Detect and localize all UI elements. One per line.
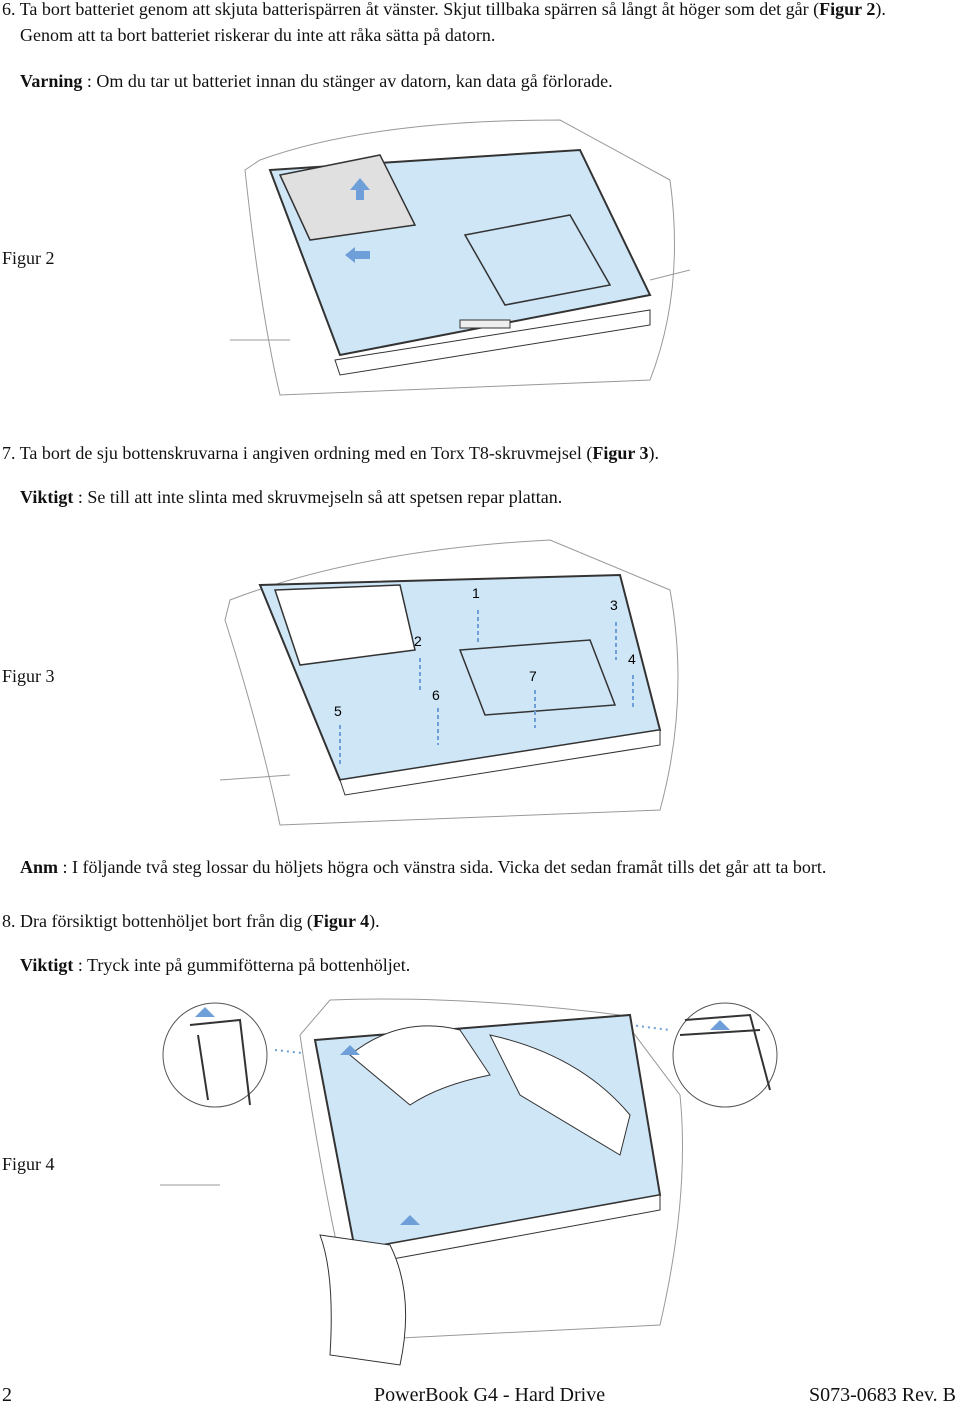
step6-line2: Genom att ta bort batteriet riskerar du inte att råka sätta på datorn. xyxy=(20,25,496,45)
figure-ref: Figur 2 xyxy=(819,0,876,19)
figure4-illustration xyxy=(160,995,790,1375)
figure-ref: Figur 3 xyxy=(592,443,649,463)
figure2-illustration xyxy=(230,110,690,400)
important-label: Viktigt xyxy=(20,487,74,507)
page-number: 2 xyxy=(2,1384,12,1406)
step7-important: Viktigt : Se till att inte slinta med skruvmejseln så att spetsen repar plattan. xyxy=(20,487,563,507)
warning-label: Varning xyxy=(20,71,83,91)
step6-line1: 6. Ta bort batteriet genom att skjuta batterispärren åt vänster. Skjut tillbaka spärren så långt åt höger som det går (Figur 2). xyxy=(2,0,886,19)
warning: Varning : Om du tar ut batteriet innan du stänger av datorn, kan data gå förlorade. xyxy=(20,71,613,91)
figure3-illustration xyxy=(220,530,700,830)
note-label: Anm xyxy=(20,857,59,877)
figure4-label: Figur 4 xyxy=(2,1154,55,1174)
document-title: PowerBook G4 - Hard Drive xyxy=(374,1384,606,1406)
screw-number-4: 4 xyxy=(628,651,636,667)
step8-important: Viktigt : Tryck inte på gummifötterna på bottenhöljet. xyxy=(20,955,411,975)
screw-number-1: 1 xyxy=(472,585,480,601)
figure-ref: Figur 4 xyxy=(312,911,370,931)
figure3-label: Figur 3 xyxy=(2,666,55,686)
screw-number-7: 7 xyxy=(529,668,537,684)
important-label: Viktigt xyxy=(20,955,74,975)
step7-line1: 7. Ta bort de sju bottenskruvarna i angiven ordning med en Torx T8-skruvmejsel (Figur 3). xyxy=(2,443,660,463)
step8-line1: 8. Dra försiktigt bottenhöljet bort från dig (Figur 4). xyxy=(2,911,380,931)
note: Anm : I följande två steg lossar du höljets högra och vänstra sida. Vicka det sedan framåt tills det går att ta bort. xyxy=(20,857,827,877)
document-id: S073-0683 Rev. B xyxy=(808,1384,956,1406)
figure2-label: Figur 2 xyxy=(2,248,55,268)
screw-number-6: 6 xyxy=(432,687,440,703)
screw-number-3: 3 xyxy=(610,597,618,613)
screw-number-2: 2 xyxy=(414,633,422,649)
screw-number-5: 5 xyxy=(334,703,342,719)
